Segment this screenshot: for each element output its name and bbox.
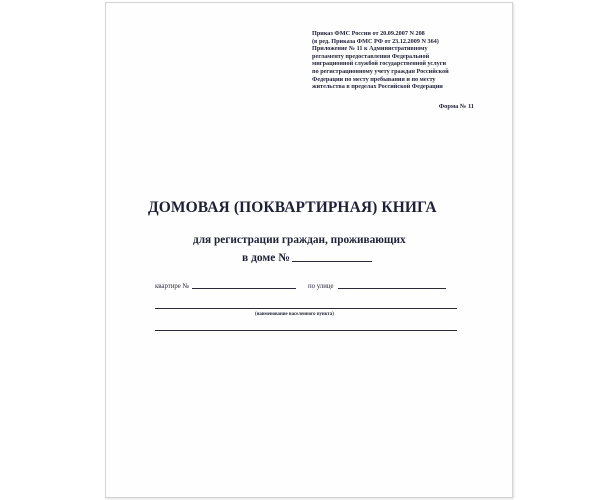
appendix-line: Федерации по месту пребывания и по месту — [312, 75, 436, 83]
form-number: Форма № 11 — [438, 103, 474, 110]
settlement-field[interactable] — [155, 308, 457, 309]
order-reference-block — [312, 30, 474, 91]
apartment-field[interactable] — [192, 288, 296, 289]
apartment-label: квартире № — [155, 283, 189, 290]
order-reference-line: Приказ ФМС России от 20.09.2007 N 208 — [312, 30, 425, 37]
order-amendment-line: (в ред. Приказа ФМС РФ от 23.12.2009 N 364) — [312, 37, 439, 45]
appendix-line: миграционной службой государственной услуги — [312, 60, 447, 68]
settlement-caption: (наименование населенного пункта) — [255, 312, 334, 317]
house-number-field[interactable] — [292, 260, 372, 262]
house-number-row — [242, 252, 372, 264]
appendix-line: жительства в пределах Российской Федерации — [312, 83, 443, 91]
street-label: по улице — [307, 283, 334, 290]
street-field[interactable] — [338, 288, 446, 289]
appendix-line: по регистрационному учету граждан Российской — [312, 67, 449, 75]
appendix-line: регламенту предоставления Федеральной — [312, 52, 430, 60]
appendix-line: Приложение № 11 к Административному — [312, 45, 428, 53]
address-row — [155, 283, 459, 290]
document-title: ДОМОВАЯ (ПОКВАРТИРНАЯ) КНИГА — [148, 199, 437, 216]
document-subtitle: для регистрации граждан, проживающих — [193, 234, 406, 246]
extra-line-field[interactable] — [155, 330, 457, 331]
house-number-label: в доме № — [242, 252, 290, 264]
